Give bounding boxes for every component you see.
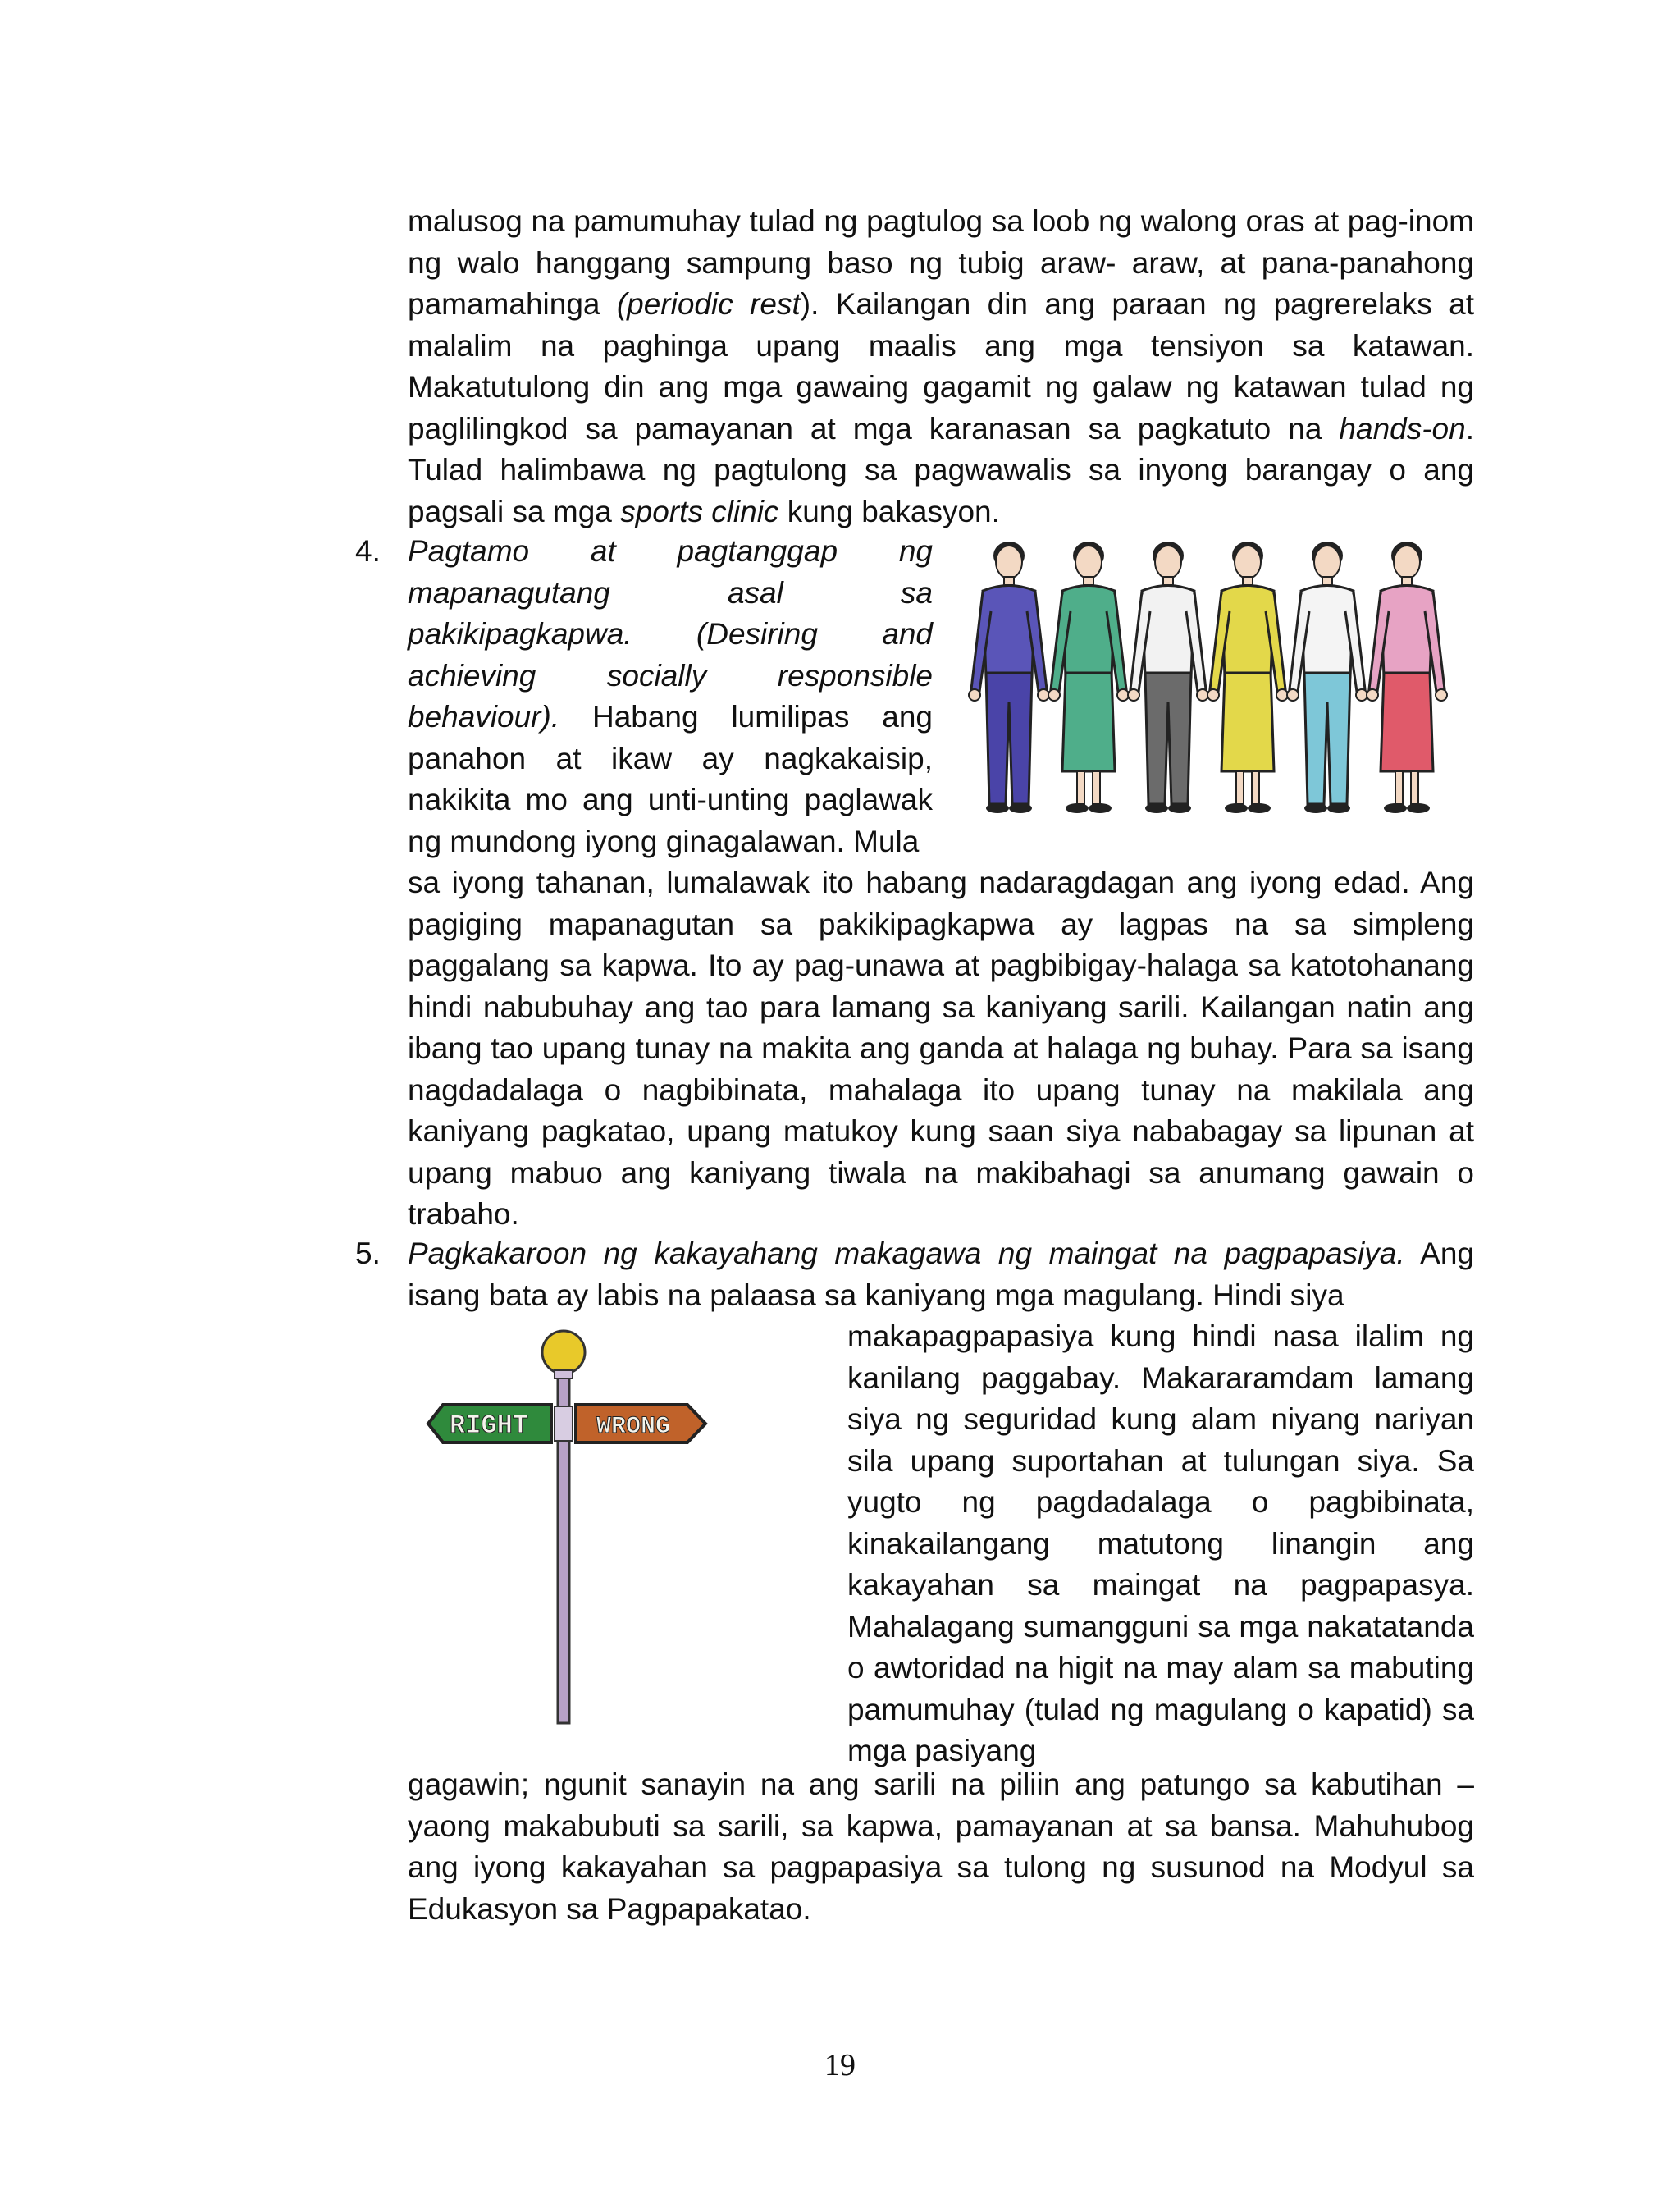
person-figure bbox=[1048, 542, 1129, 813]
text-run: . Tulad halimbawa ng pagtulong sa pagwawalis sa inyong barangay o ang pagsali sa mga bbox=[408, 411, 1474, 528]
people-holding-hands-illustration bbox=[968, 537, 1460, 825]
person-figure bbox=[1367, 542, 1447, 813]
item4-intro-paragraph bbox=[408, 531, 933, 862]
person-figure bbox=[969, 542, 1049, 813]
italic-term: hands-on bbox=[1339, 411, 1466, 446]
right-wrong-signpost-illustration bbox=[410, 1321, 722, 1731]
item5-intro-paragraph bbox=[408, 1233, 1474, 1316]
text-run: ). Kailangan din ang paraan ng pagrerelaks at malalim na paghinga upang maalis ang mga tensiyon sa katawan. Makatutulong din ang mga gawaing gagamit ng galaw ng katawan tulad ng paglilingkod sa pamayanan at mga karanasan sa pagkatuto na bbox=[408, 287, 1474, 446]
page-number: 19 bbox=[824, 2048, 856, 2083]
italic-term: sports clinic bbox=[620, 494, 779, 528]
paragraph-healthy-living bbox=[408, 201, 1474, 533]
signpost-lamp bbox=[542, 1331, 585, 1374]
item5-narrow-paragraph: makapagpapasiya kung hindi nasa ilalim ng kanilang paggabay. Makararamdam lamang siya ng seguridad kung alam niyang nariyan sila upang suportahan at tulungan siya. Sa yugto ng pagdadalaga o pagbibinata, kinakailangang matutong linangin ang kakayahan sa maingat na pagpapasya. Mahalagang sumangguni sa mga nakatatanda o awtoridad na higit na may alam sa mabuting pamumuhay (tulad ng magulang o kapatid) sa mga pasiyang bbox=[847, 1319, 1474, 1767]
item5-closing-paragraph: gagawin; ngunit sanayin na ang sarili na piliin ang patungo sa kabutihan – yaong makabubuti sa sarili, sa kapwa, pamayanan at sa bansa. Mahuhubog ang iyong kakayahan sa pagpapasiya sa tulong ng susunod na Modyul sa Edukasyon sa Pagpapakatao. bbox=[408, 1767, 1474, 1926]
italic-term: (periodic rest bbox=[616, 287, 801, 321]
item4-body-paragraph: sa iyong tahanan, lumalawak ito habang nadaragdagan ang iyong edad. Ang pagiging mapanagutan sa pakikipagkapwa ay lagpas na sa simpleng paggalang sa kapwa. Ito ay pag-unawa at pagbibigay-halaga sa katotohanang hindi nabubuhay ang tao para lamang sa kaniyang sarili. Kailangan natin ang ibang tao upang tunay na makita ang ganda at halaga ng buhay. Para sa isang nagdadalaga o nagbibinata, mahalaga ito upang tunay na makilala ang kaniyang pagkatao, upang matukoy kung saan siya nababagay sa lipunan at upang mabuo ang kaniyang tiwala na makibahagi sa anumang gawain o trabaho. bbox=[408, 866, 1474, 1231]
wrong-sign-label: WRONG bbox=[596, 1413, 671, 1441]
text-run: kung bakasyon. bbox=[778, 494, 1000, 528]
text-run: Habang lumilipas ang panahon at ikaw ay nagkakaisip, nakikita mo ang unti-unting paglawak ng mundong iyong ginagalawan. Mula bbox=[408, 700, 933, 858]
right-sign-label: RIGHT bbox=[449, 1410, 529, 1441]
text-run: malusog na pamumuhay tulad ng pagtulog sa loob ng walong oras at pag-inom ng walo hanggang sampung baso ng tubig araw- araw, at pana-panahong pamamahinga bbox=[408, 204, 1474, 321]
text-run: Ang isang bata ay labis na palaasa sa kaniyang mga magulang. Hindi siya bbox=[408, 1237, 1474, 1312]
item5-title: Pagkakaroon ng kakayahang makagawa ng maingat na pagpapasiya. bbox=[408, 1237, 1405, 1270]
item4-title: Pagtamo at pagtanggap ng mapanagutang asal sa pakikipagkapwa. (Desiring and achieving socially responsible behaviour). bbox=[408, 534, 933, 734]
list-number-4: 4. bbox=[355, 534, 381, 568]
person-figure bbox=[1128, 542, 1208, 813]
list-number-5: 5. bbox=[355, 1237, 381, 1270]
person-figure bbox=[1208, 542, 1288, 813]
person-figure bbox=[1287, 542, 1367, 813]
